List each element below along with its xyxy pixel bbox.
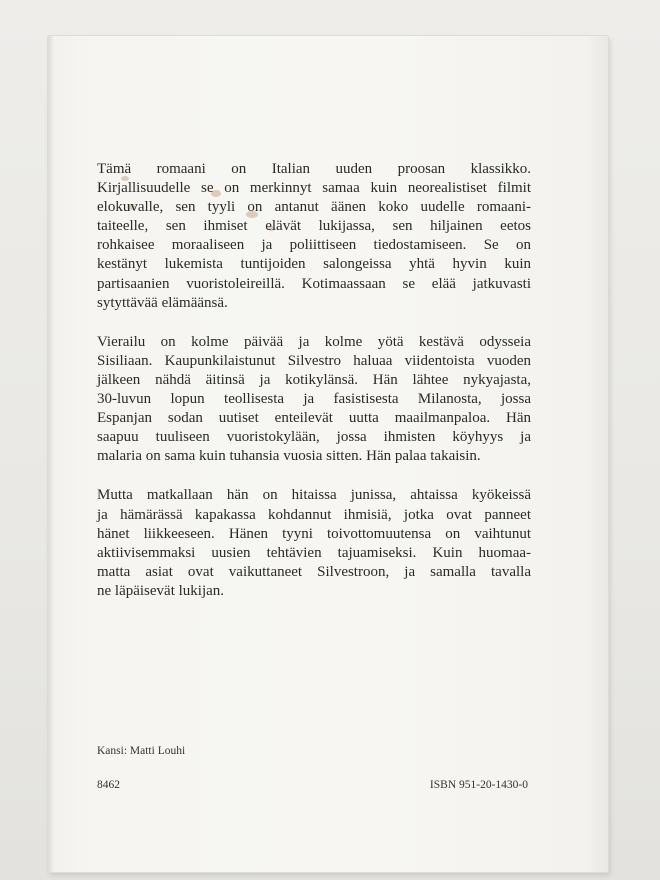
- cover-credit: Kansi: Matti Louhi: [97, 745, 186, 757]
- blurb-paragraph-1: [97, 160, 531, 313]
- text-line: elokuvalle, sen tyyli on antanut äänen koko uudelle romaani-: [97, 199, 531, 216]
- text-line: Mutta matkallaan hän on hitaissa junissa, ahtaissa kyökeissä: [97, 487, 531, 504]
- text-line: taiteelle, sen ihmiset elävät lukijassa, sen hiljainen eetos: [97, 218, 531, 235]
- isbn: ISBN 951-20-1430-0: [429, 779, 528, 791]
- text-line: matta asiat ovat vaikuttaneet Silvestroon, ja samalla tavalla: [97, 563, 531, 580]
- text-line: Kirjallisuudelle se on merkinnyt samaa kuin neorealistiset filmit: [97, 180, 531, 197]
- text-line: Vierailu on kolme päivää ja kolme yötä kestävä odysseia: [97, 333, 531, 350]
- blurb-paragraph-2: [97, 333, 531, 467]
- text-line: rohkaisee moraaliseen ja poliittiseen tiedostamiseen. Se on: [97, 237, 531, 254]
- text-line: Tämä romaani on Italian uuden proosan klassikko.: [97, 161, 531, 177]
- text-line: malaria on sama kuin tuhansia vuosia sitten. Hän palaa takaisin.: [97, 448, 481, 465]
- text-line: ne läpäisevät lukijan.: [97, 582, 225, 599]
- text-line: ja hämärässä kapakassa kohdannut ihmisiä, jotka ovat panneet: [97, 506, 531, 523]
- text-line: Sisiliaan. Kaupunkilaistunut Silvestro haluaa viidentoista vuoden: [97, 352, 531, 369]
- text-line: saapuu tuuliseen vuoristokylään, jossa ihmisten köyhyys ja: [97, 429, 531, 446]
- text-line: aktiivisemmaksi uusien tehtävien tajuamiseksi. Kuin huomaa-: [97, 544, 531, 561]
- text-line: sytyttävää elämäänsä.: [97, 294, 228, 311]
- text-line: partisaanien vuoristoleireillä. Kotimaassaan se elää jatkuvasti: [97, 275, 531, 292]
- text-line: hänet liikkeeseen. Hänen tyyni toivottomuutensa on vaihtunut: [97, 525, 531, 542]
- text-line: jälkeen nähdä äitinsä ja kotikylänsä. Hän lähtee nykyajasta,: [97, 371, 531, 388]
- text-line: kestänyt lukemista tuntijoiden salongeissa yhtä hyvin kuin: [97, 256, 531, 273]
- text-line: Espanjan sodan uutiset enteilevät uutta maailmanpaloa. Hän: [97, 410, 531, 427]
- product-code: 8462: [97, 779, 120, 791]
- blurb-paragraph-3: [97, 486, 531, 601]
- blurb-text: [97, 160, 531, 621]
- cover-edge: [48, 36, 54, 872]
- text-line: 30-luvun lopun teollisesta ja fasistisesta Milanosta, jossa: [97, 391, 531, 408]
